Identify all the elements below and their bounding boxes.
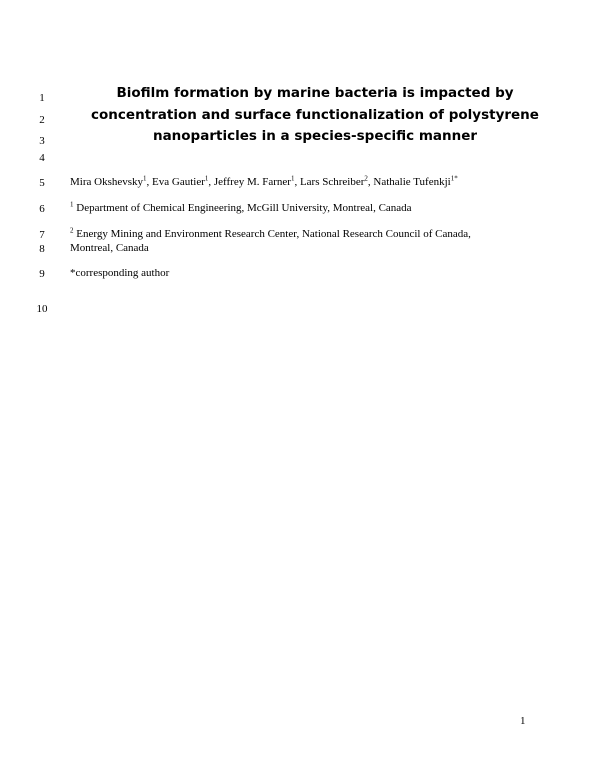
affiliation-mark: 2 — [70, 226, 74, 235]
paper-title-line-2: concentration and surface functionalization of polystyrene — [91, 107, 539, 123]
affiliation-1 — [70, 202, 412, 215]
paper-title-line-1: Biofilm formation by marine bacteria is impacted by — [116, 85, 514, 101]
affiliation-2-continued: Montreal, Canada — [70, 242, 149, 254]
line-number: 5 — [39, 177, 45, 189]
line-number: 6 — [39, 203, 45, 215]
author-name: Nathalie Tufenkji — [373, 176, 451, 188]
corresponding-author-note: *corresponding author — [70, 267, 170, 279]
author-affiliation-mark: 2 — [364, 174, 368, 183]
author-name: Lars Schreiber — [299, 176, 365, 188]
line-number: 4 — [39, 152, 45, 164]
author-affiliation-mark: 1 — [290, 174, 295, 183]
author-separator: , — [146, 176, 153, 188]
line-number: 3 — [39, 135, 45, 147]
author-list — [70, 176, 458, 189]
author-separator: , — [208, 176, 214, 188]
paper-title-line-3: nanoparticles in a species-specific manner — [152, 128, 478, 144]
affiliation-text: Department of Chemical Engineering, McGill University, Montreal, Canada — [73, 202, 412, 214]
affiliation-text: Energy Mining and Environment Research Center, National Research Council of Canada, — [73, 228, 471, 240]
author-name: Eva Gautier — [152, 176, 205, 188]
author-affiliation-mark: 1 — [143, 174, 147, 183]
author-separator: , — [367, 176, 374, 188]
affiliation-mark: 1 — [70, 200, 74, 209]
line-number: 8 — [39, 243, 45, 255]
affiliation-2 — [70, 228, 471, 241]
line-number: 9 — [39, 268, 45, 280]
page-number: 1 — [520, 715, 526, 727]
line-number: 1 — [39, 92, 45, 104]
line-number: 7 — [39, 229, 45, 241]
line-number: 10 — [36, 303, 48, 315]
author-affiliation-mark: 1* — [450, 174, 458, 183]
line-number: 2 — [39, 114, 45, 126]
author-separator: , — [294, 176, 300, 188]
author-affiliation-mark: 1 — [204, 174, 209, 183]
author-name: Jeffrey M. Farner — [213, 176, 291, 188]
author-name: Mira Okshevsky — [70, 176, 144, 188]
